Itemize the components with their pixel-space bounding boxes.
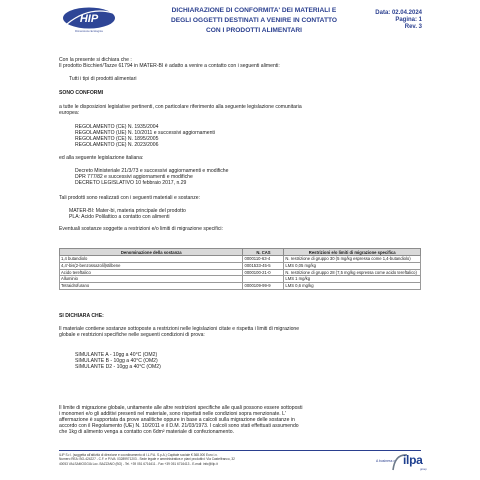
simulant-item: SIMULANTE A - 10gg a 40°C (OM2) xyxy=(75,352,158,358)
regulation-item: REGOLAMENTO (CE) N. 1935/2004 xyxy=(75,124,159,130)
paragraph-line: che 1kg di alimento venga a contatto con 6dm² materiale di confezionamento. xyxy=(59,429,234,435)
footer-company-info xyxy=(59,453,331,466)
italian-law-item: DPR 777/82 e successivi aggiornamenti e modifiche xyxy=(75,174,193,180)
document-date: Data: 02.04.2024 xyxy=(375,10,422,16)
substances-table xyxy=(59,248,421,290)
regulation-item: REGOLAMENTO (UE) N. 10/2011 e successivi aggiornamenti xyxy=(75,130,215,136)
paragraph-line: accordo con il Regolamento (UE) N. 10/2011 e il D.M. 21/03/1973. I calcoli sono stati effettuati assumendo xyxy=(59,423,299,429)
italian-law-item: Decreto Ministeriale 21/3/73 e successivi aggiornamenti e modifiche xyxy=(75,168,229,174)
document-title xyxy=(140,6,368,36)
cas-cell: 0000110-63-4 xyxy=(243,256,284,263)
cas-cell xyxy=(243,276,284,283)
regulation-item: REGOLAMENTO (CE) N. 1895/2005 xyxy=(75,136,159,142)
restriction-cell: LMS 0,05 mg/kg xyxy=(284,262,421,269)
cas-cell: 0000109-99-9 xyxy=(243,283,284,290)
substance-cell: Acido tereftalico xyxy=(60,269,243,276)
document-meta xyxy=(375,10,422,31)
title-line: DICHIARAZIONE DI CONFORMITA' DEI MATERIALI E xyxy=(171,7,337,14)
ilip-logo-icon xyxy=(61,6,117,30)
restriction-cell: LMS 0,6 mg/kg xyxy=(284,283,421,290)
paragraph-line: Il limite di migrazione globale, unitamente alle altre restrizioni specifiche alle quali possono essere sottoposti xyxy=(59,405,303,411)
eu-legislation-line: europea: xyxy=(59,110,80,116)
footer-line: ILIP S.r.l. (soggetta all'attività di direzione e coordinamento di I.L.P.A. S.p.A.) Capitale sociale € 368.000 Euro i.v. xyxy=(59,453,218,457)
substance-cell: 1,4 butandiolo xyxy=(60,256,243,263)
page-number: Pagina: 1 xyxy=(395,17,422,23)
italian-law-item: DECRETO LEGISLATIVO 10 febbraio 2017, n.29 xyxy=(75,180,187,186)
ilpa-logo: ilpa xyxy=(403,453,423,467)
intro-product-line: Il prodotto Bicchieri/Tazze 61794 in MATER-BI è adatto a venire a contatto con i seguenti alimenti: xyxy=(59,63,280,69)
logo-text: HIP xyxy=(79,13,99,25)
food-types: Tutti i tipi di prodotti alimentari xyxy=(69,76,137,82)
substance-cell: Tetraidrofurano xyxy=(60,283,243,290)
materials-intro: Tali prodotti sono realizzati con i seguenti materiali e sostanze: xyxy=(59,195,201,201)
material-item: MATER-BI: Mater-bi, materia principale del prodotto xyxy=(69,208,186,214)
title-line: DEGLI OGGETTI DESTINATI A VENIRE IN CONTATTO xyxy=(170,17,338,24)
table-row xyxy=(60,269,421,276)
italian-legislation-intro: ed alla seguente legislazione italiana: xyxy=(59,155,144,161)
substance-cell: 4,4'-bis(2-benzossazolil)stilbene xyxy=(60,262,243,269)
logo-tagline: Dimensione Ecologica xyxy=(75,30,103,33)
table-row xyxy=(60,276,421,283)
footer-line: Numero REA: BO-424227 - C.F. e P.IVA: 03289971203 - Sede legale e amministrativa e piani produttivi: Via Castelfranco, 32 xyxy=(59,457,235,462)
simulant-item: SIMULANTE D2 - 10gg a 40°C (OM2) xyxy=(75,364,161,370)
column-header-cas: N. CAS xyxy=(243,249,284,256)
footer-brand-label: A business of xyxy=(376,459,397,463)
table-row xyxy=(60,283,421,290)
substance-cell: Alluminio xyxy=(60,276,243,283)
paragraph-line: i monomeri e/o gli additivi presenti nel materiale, sono rispettati nelle condizioni sopra menzionate. L' xyxy=(59,411,286,417)
restrictions-intro: Eventuali sostanze soggette a restrizioni e/o limiti di migrazione specifici: xyxy=(59,226,223,232)
material-item: PLA: Acido Polilattico a contatto con alimenti xyxy=(69,214,170,220)
table-header-row xyxy=(60,249,421,256)
paragraph-line: Il materiale contiene sostanze sottoposte a restrizioni nelle legislazioni citate e rispetta i limiti di migrazione xyxy=(59,326,300,332)
column-header-restrictions: Restrizioni e/o limiti di migrazione specifica xyxy=(284,249,421,256)
restriction-cell: N. restrizione di gruppo 28 (7,5 mg/kg espressa come acido tereftalico) xyxy=(284,269,421,276)
footer-line: 40053 VALSAMOGGIA Loc. BAZZANO (BO) - Tel. +39 051 6716411 - Fax +39 051 6716413 - E-mail: info@ilip.it xyxy=(59,461,218,466)
restriction-cell: LMS 1 mg/kg xyxy=(284,276,421,283)
section-heading-sono-conformi: SONO CONFORMI xyxy=(59,90,104,96)
cas-cell: 0000100-21-0 xyxy=(243,269,284,276)
restriction-cell: N. restrizione di gruppo 30 (5 mg/kg espressa come 1,4-butandiolo) xyxy=(284,256,421,263)
eu-legislation-line: a tutte le disposizioni legislative pertinenti, con particolare riferimento alla seguente legislazione comunitaria xyxy=(59,104,302,110)
ilpa-group-label: group xyxy=(420,468,427,471)
title-line: CON I PRODOTTI ALIMENTARI xyxy=(206,27,302,34)
paragraph-line: affermazione è supportata da prove analitiche oppure in base a calcoli sulla migrazione delle sostanze in xyxy=(59,417,295,423)
table-row xyxy=(60,262,421,269)
intro-line: Con la presente si dichiara che : xyxy=(59,57,132,63)
revision: Rev. 3 xyxy=(404,24,422,30)
simulant-item: SIMULANTE B - 10gg a 40°C (OM2) xyxy=(75,358,158,364)
paragraph-line: globale e restrizioni specifiche nelle seguenti condizioni di prova: xyxy=(59,332,205,338)
column-header-substance: Denominazione della sostanza xyxy=(60,249,243,256)
regulation-item: REGOLAMENTO (CE) N. 2023/2006 xyxy=(75,142,159,148)
footer-divider xyxy=(59,450,421,451)
section-heading-si-dichiara: SI DICHIARA CHE: xyxy=(59,313,104,319)
table-row xyxy=(60,256,421,263)
cas-cell: 0001533-45-5 xyxy=(243,262,284,269)
